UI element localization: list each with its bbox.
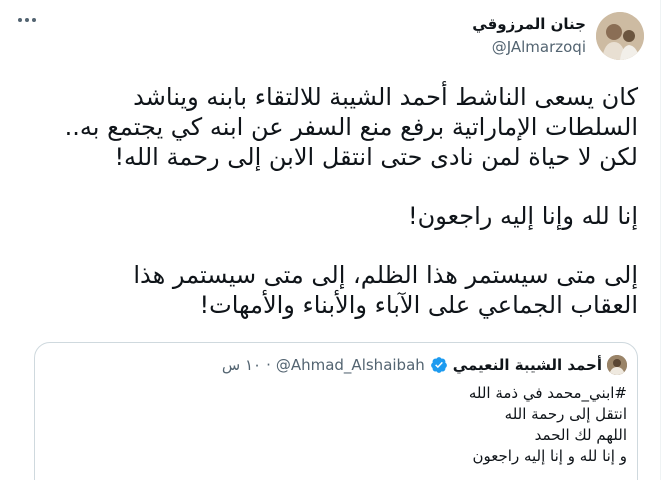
quoted-tweet-header — [222, 355, 627, 375]
avatar-image — [596, 12, 644, 60]
tweet-paragraph: كان يسعى الناشط أحمد الشيبة للالتقاء بابنه ويناشد السلطات الإماراتية برفع منع السفر عن ابنه كي يجتمع به.. لكن لا حياة لمن نادى حتى انتقل الابن إلى رحمة الله! — [64, 83, 638, 171]
quoted-avatar-image — [607, 355, 627, 375]
tweet-paragraph: إنا لله وإنا إليه راجعون! — [408, 202, 638, 230]
quoted-line: انتقل إلى رحمة الله — [504, 405, 627, 423]
tweet-text — [13, 82, 638, 349]
quoted-author-handle: @Ahmad_Alshaibah — [275, 356, 425, 374]
more-dot — [32, 18, 36, 22]
quoted-tweet[interactable] — [34, 342, 638, 480]
verified-badge-icon — [430, 356, 448, 374]
quoted-line: اللهم لك الحمد — [534, 426, 627, 444]
quoted-author-name: أحمد الشيبة النعيمي — [452, 356, 602, 374]
quoted-line: و إنا لله و إنا إليه راجعون — [472, 447, 627, 465]
quoted-tweet-text — [469, 383, 627, 467]
quoted-timestamp: ١٠ س — [221, 356, 262, 374]
tweet-paragraph: إلى متى سيستمر هذا الظلم، إلى متى سيستمر هذا العقاب الجماعي على الآباء والأبناء والأمهات! — [133, 261, 638, 319]
more-dot — [18, 18, 22, 22]
author-text — [472, 14, 586, 57]
author-name[interactable]: جنان المرزوقي — [472, 15, 586, 33]
tweet-author — [472, 12, 644, 60]
avatar[interactable] — [596, 12, 644, 60]
separator-dot: · — [266, 356, 271, 374]
more-dot — [25, 18, 29, 22]
quoted-line: #ابني_محمد في ذمة الله — [468, 384, 627, 402]
quoted-avatar — [607, 355, 627, 375]
author-handle[interactable]: @JAlmarzoqi — [491, 38, 586, 56]
more-options-icon[interactable] — [18, 18, 36, 22]
